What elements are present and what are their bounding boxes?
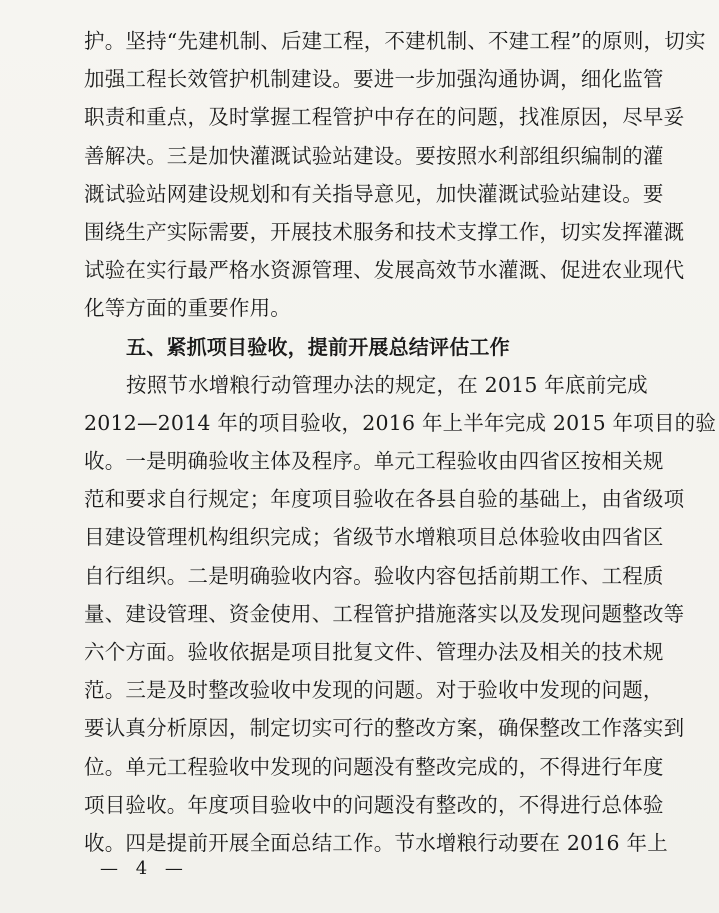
paragraph-line: 2012—2014 年的项目验收，2016 年上半年完成 2015 年项目的验 xyxy=(84,410,717,435)
paragraph-line: 位。单元工程验收中发现的问题没有整改完成的，不得进行年度 xyxy=(84,754,664,779)
text-line: 溉试验站网建设规划和有关指导意见，加快灌溉试验站建设。要 xyxy=(84,181,664,206)
paragraph-line: 范和要求自行规定；年度项目验收在各县自验的基础上，由省级项 xyxy=(84,487,685,512)
paragraph-line: 目建设管理机构组织完成；省级节水增粮项目总体验收由四省区 xyxy=(84,525,664,550)
paragraph-line: 收。四是提前开展全面总结工作。节水增粮行动要在 2016 年上 xyxy=(84,830,668,855)
text-line: 试验在实行最严格水资源管理、发展高效节水灌溉、促进农业现代 xyxy=(84,258,685,283)
paragraph-line: 按照节水增粮行动管理办法的规定，在 2015 年底前完成 xyxy=(126,372,648,397)
paragraph-line: 六个方面。验收依据是项目批复文件、管理办法及相关的技术规 xyxy=(84,640,664,664)
text-line: 善解决。三是加快灌溉试验站建设。要按照水利部组织编制的灌 xyxy=(84,143,664,168)
body-text xyxy=(84,22,717,862)
text-line: 加强工程长效管护机制建设。要进一步加强沟通协调，细化监管 xyxy=(84,67,664,92)
text-line: 职责和重点，及时掌握工程管护中存在的问题，找准原因，尽早妥 xyxy=(84,105,685,130)
section-heading: 五、紧抓项目验收，提前开展总结评估工作 xyxy=(126,334,510,359)
text-line: 围绕生产实际需要，开展技术服务和技术支撑工作，切实发挥灌溉 xyxy=(84,219,685,244)
text-line: 化等方面的重要作用。 xyxy=(84,296,291,321)
text-line: 护。坚持“先建机制、后建工程，不建机制、不建工程”的原则，切实 xyxy=(84,29,706,53)
paragraph-line: 范。三是及时整改验收中发现的问题。对于验收中发现的问题， xyxy=(84,678,664,703)
page-number: — 4 — xyxy=(100,858,189,879)
paragraph-line: 要认真分析原因，制定切实可行的整改方案，确保整改工作落实到 xyxy=(84,716,685,741)
paragraph-line: 收。一是明确验收主体及程序。单元工程验收由四省区按相关规 xyxy=(84,449,664,474)
paragraph-line: 量、建设管理、资金使用、工程管护措施落实以及发现问题整改等 xyxy=(84,601,685,626)
paragraph-line: 自行组织。二是明确验收内容。验收内容包括前期工作、工程质 xyxy=(84,563,664,588)
paragraph-line: 项目验收。年度项目验收中的问题没有整改的，不得进行总体验 xyxy=(84,792,664,817)
